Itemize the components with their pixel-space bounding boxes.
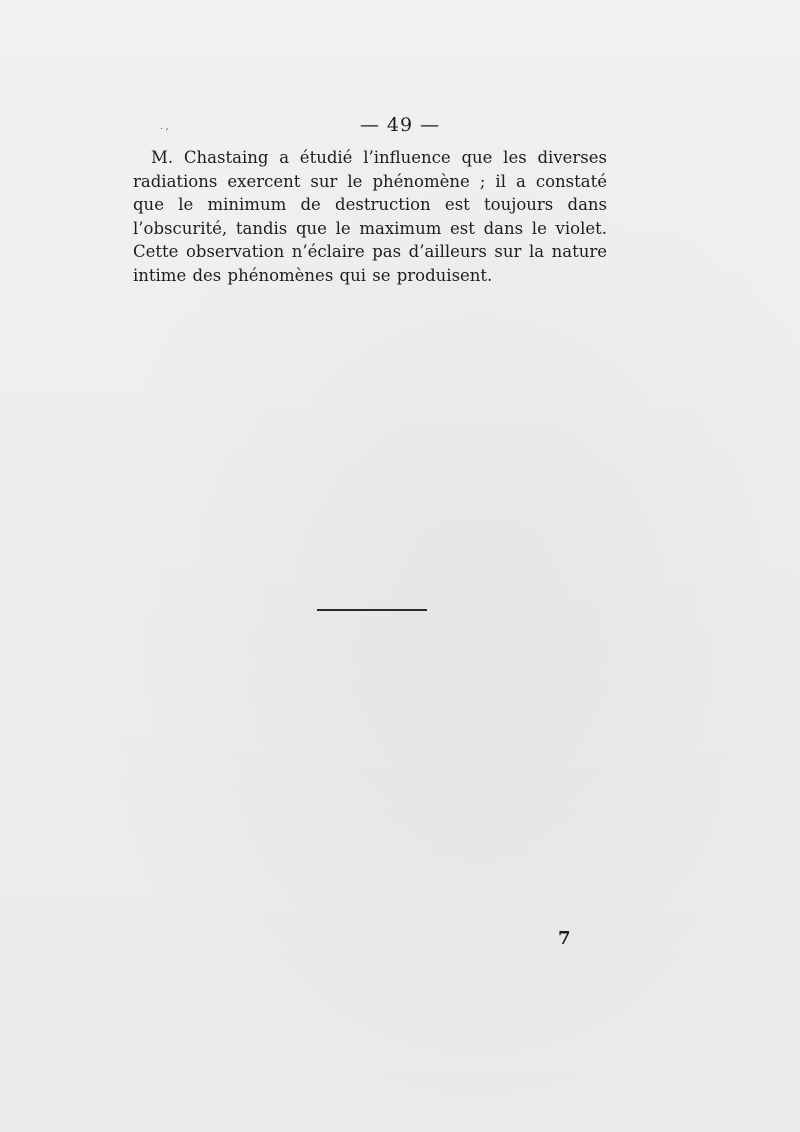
section-divider-rule — [317, 609, 427, 611]
scan-specks: . , — [160, 122, 169, 132]
body-paragraph: M. Chastaing a étudié l’influence que les diverses radiations exercent sur le phénomène ; il a constaté que le minimum de destruction est toujours dans l’obscurité, tandis que le maximum est dans le violet. Cette observation n’éclaire pas d’ailleurs sur la nature intime des phénomènes qui se produisent. — [133, 148, 607, 285]
signature-mark: 7 — [558, 928, 571, 949]
page-number: — 49 — — [359, 114, 441, 136]
